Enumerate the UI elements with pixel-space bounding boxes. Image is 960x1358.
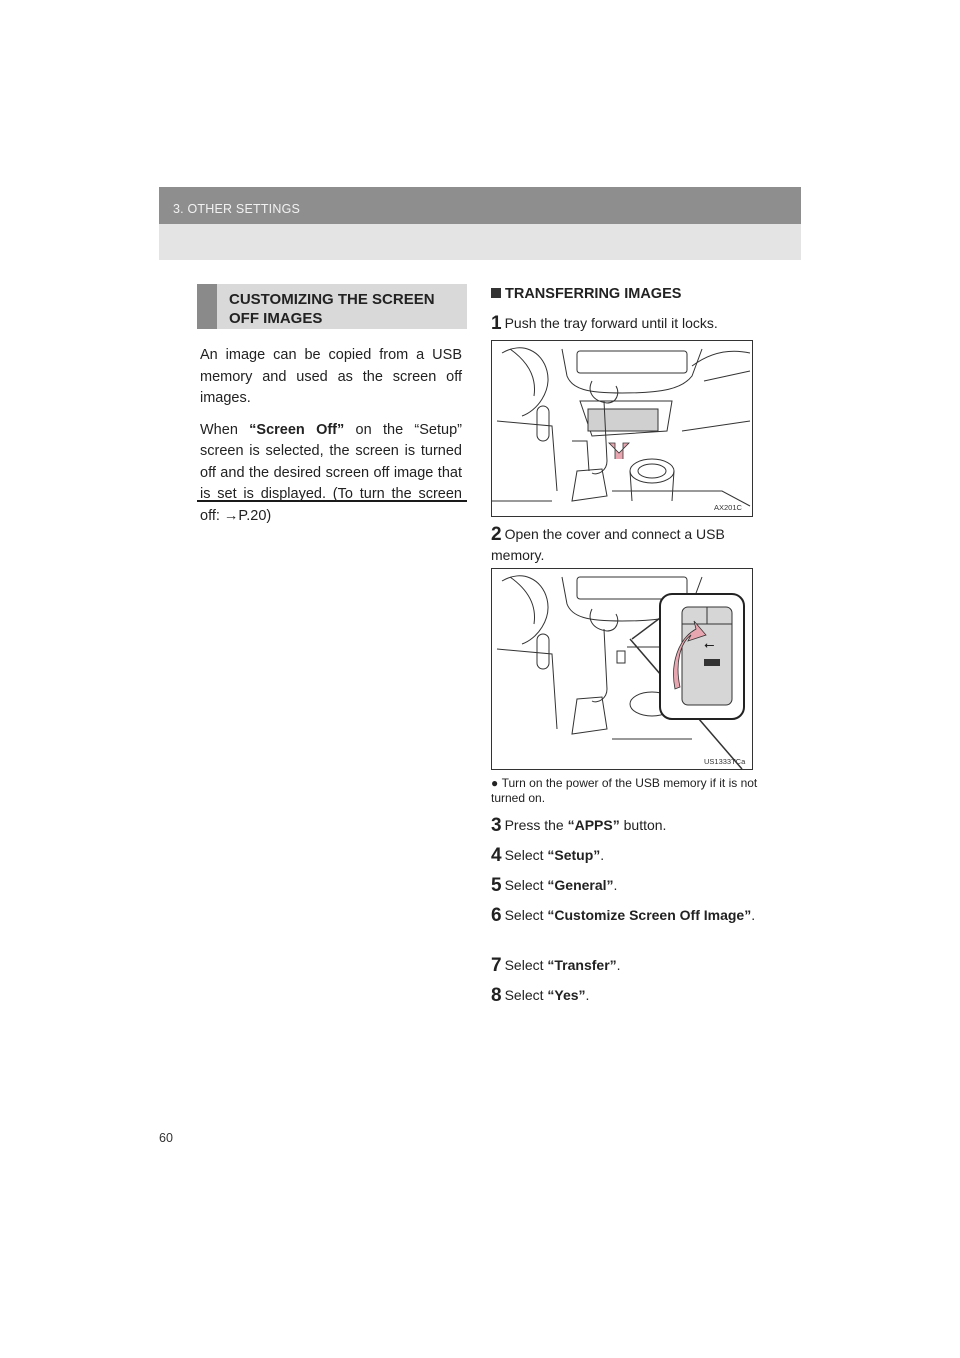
usb-power-note: ● Turn on the power of the USB memory if it is not turned on. [491, 776, 758, 805]
section-body [200, 345, 462, 537]
section-title: CUSTOMIZING THE SCREEN OFF IMAGES [229, 291, 435, 327]
console-tray-drawing [492, 341, 752, 516]
step-8: 8 Select “Yes”. [491, 985, 590, 1006]
customize-section [197, 284, 467, 524]
step-6: 6 Select “Customize Screen Off Image”. [491, 905, 756, 926]
step-4: 4 Select “Setup”. [491, 845, 605, 866]
step-1: 1 Push the tray forward until it locks. [491, 313, 718, 334]
step-7: 7 Select “Transfer”. [491, 955, 621, 976]
figure-code: AX201C [714, 503, 742, 512]
tray-illustration [491, 340, 753, 517]
header-bar [159, 187, 801, 224]
usb-illustration [491, 568, 753, 770]
section-heading [197, 284, 467, 329]
svg-text:⭠: ⭠ [704, 638, 715, 653]
page-reference: →P.20) [223, 507, 272, 524]
heading-marker [197, 284, 217, 329]
chapter-title: 3. OTHER SETTINGS [173, 202, 301, 216]
usb-port-drawing [492, 569, 752, 769]
header-band [159, 224, 801, 260]
step-5: 5 Select “General”. [491, 875, 618, 896]
transfer-heading: TRANSFERRING IMAGES [491, 286, 681, 302]
figure-code: US1333TCa [704, 757, 746, 766]
step-2: 2 Open the cover and connect a USB memory. [491, 524, 725, 563]
square-bullet-icon [491, 288, 501, 298]
bullet-icon: ● [491, 776, 502, 790]
screen-off-paragraph: When “Screen Off” on the “Setup” screen is selected, the screen is turned off and the desired screen off image that is set is displayed. (To turn the screen off: →P.20) [200, 421, 462, 524]
intro-paragraph: An image can be copied from a USB memory and used as the screen off images. [200, 347, 462, 406]
page-number: 60 [159, 1131, 173, 1145]
step-3: 3 Press the “APPS” button. [491, 815, 667, 836]
